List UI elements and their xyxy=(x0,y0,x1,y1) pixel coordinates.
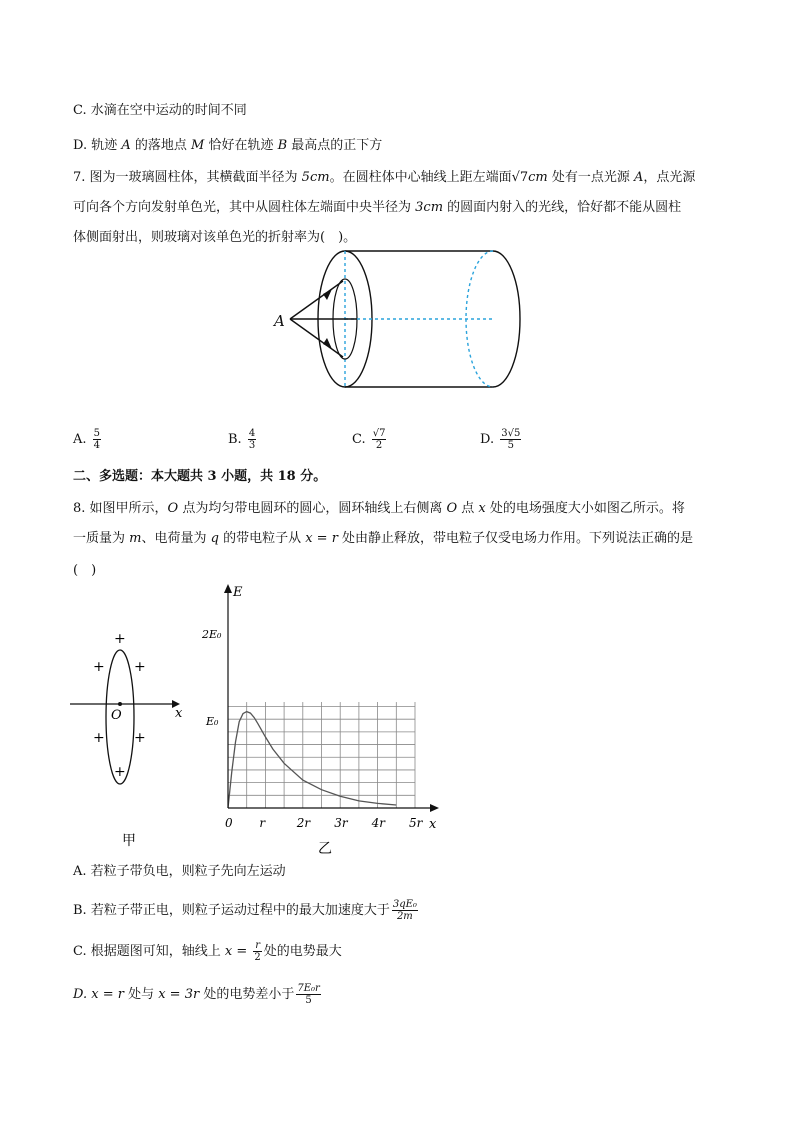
q7-stem-line-3: 体侧面射出，则玻璃对该单色光的折射率为( )。 xyxy=(73,230,357,245)
x-tick-label: 3r xyxy=(334,816,348,830)
ring-origin-label: O xyxy=(111,708,122,723)
plus-sign: + xyxy=(134,730,146,746)
x-tick-label: 5r xyxy=(409,816,423,830)
q7-option-c: C. $\frac{√7}{2}$ xyxy=(352,428,386,451)
y-axis-label: E xyxy=(233,585,243,600)
cylinder-right-face-front xyxy=(493,251,520,387)
ray-upper xyxy=(290,281,343,319)
field-strength-curve xyxy=(228,712,396,808)
q8-option-b: B. 若粒子带正电，则粒子运动过程中的最大加速度大于 $\frac{\text{3qE₀}}{2m}$ xyxy=(73,899,417,922)
x-axis-arrow xyxy=(430,804,439,812)
q8-stem-line-1: 8. 如图甲所示，O 点为均匀带电圆环的圆心，圆环轴线上右侧离 O 点 x 处的电场强度大小如图乙所示。将 xyxy=(73,501,685,516)
y-tick-label: E₀ xyxy=(206,715,219,728)
figure-caption-jia: 甲 xyxy=(122,833,136,849)
arrow-lower xyxy=(323,338,332,349)
figure-caption-yi: 乙 xyxy=(318,841,332,857)
q7-stem-line-2: 可向各个方向发射单色光，其中从圆柱体左端面中央半径为 3cm 的圆面内射入的光线，恰好都不能从圆柱 xyxy=(73,200,682,215)
light-source-label: A xyxy=(274,312,285,330)
plus-sign: + xyxy=(93,659,105,675)
q7-stem-line-1: 7. 图为一玻璃圆柱体，其横截面半径为 5cm。在圆柱体中心轴线上距左端面√7cm 处有一点光源 A，点光源 xyxy=(73,170,696,185)
q7-option-b: B. $\frac{4}{3}$ xyxy=(228,428,256,451)
x-tick-label: r xyxy=(259,816,266,830)
glass-cylinder-figure xyxy=(265,248,535,398)
ray-lower xyxy=(290,319,343,357)
y-axis-arrow xyxy=(224,584,232,593)
q8-option-a: A. 若粒子带负电，则粒子先向左运动 xyxy=(73,864,286,879)
x-tick-label: 0 xyxy=(225,816,233,830)
plus-sign: + xyxy=(93,730,105,746)
q8-stem-line-3: ( ) xyxy=(73,563,97,578)
q7-option-d: D. $\frac{3√5}{5}$ xyxy=(480,428,521,451)
field-strength-chart xyxy=(195,580,450,860)
q6-option-c: C. 水滴在空中运动的时间不同 xyxy=(73,103,247,118)
y-tick-label: 2E₀ xyxy=(202,628,222,641)
plus-sign: + xyxy=(134,659,146,675)
q8-option-d: D. x = r 处与 x = 3r 处的电势差小于 $\frac{\text{7E₀r}}{5}$ xyxy=(73,983,320,1006)
plus-sign: + xyxy=(114,764,126,780)
x-tick-label: 2r xyxy=(296,816,311,830)
q8-stem-line-2: 一质量为 m、电荷量为 q 的带电粒子从 x = r 处由静止释放，带电粒子仅受电场力作用。下列说法正确的是 xyxy=(73,531,694,546)
charged-ring-figure xyxy=(70,625,190,850)
ring-center-dot xyxy=(118,702,122,706)
q7-option-a: A. $\frac{5}{4}$ xyxy=(73,428,101,451)
x-axis-label: x xyxy=(429,817,437,832)
x-tick-label: 4r xyxy=(371,816,385,830)
plus-sign: + xyxy=(114,631,126,647)
arrow-upper xyxy=(323,289,332,300)
ring-axis-label: x xyxy=(175,706,183,721)
section-heading-multiple-choice: 二、多选题：本大题共 3 小题，共 18 分。 xyxy=(73,469,327,484)
q6-option-d: D. 轨迹 A 的落地点 M 恰好在轨迹 B 最高点的正下方 xyxy=(73,138,383,153)
q8-option-c: C. 根据题图可知，轴线上 x = $\frac{r}{2}$ 处的电势最大 xyxy=(73,940,342,963)
